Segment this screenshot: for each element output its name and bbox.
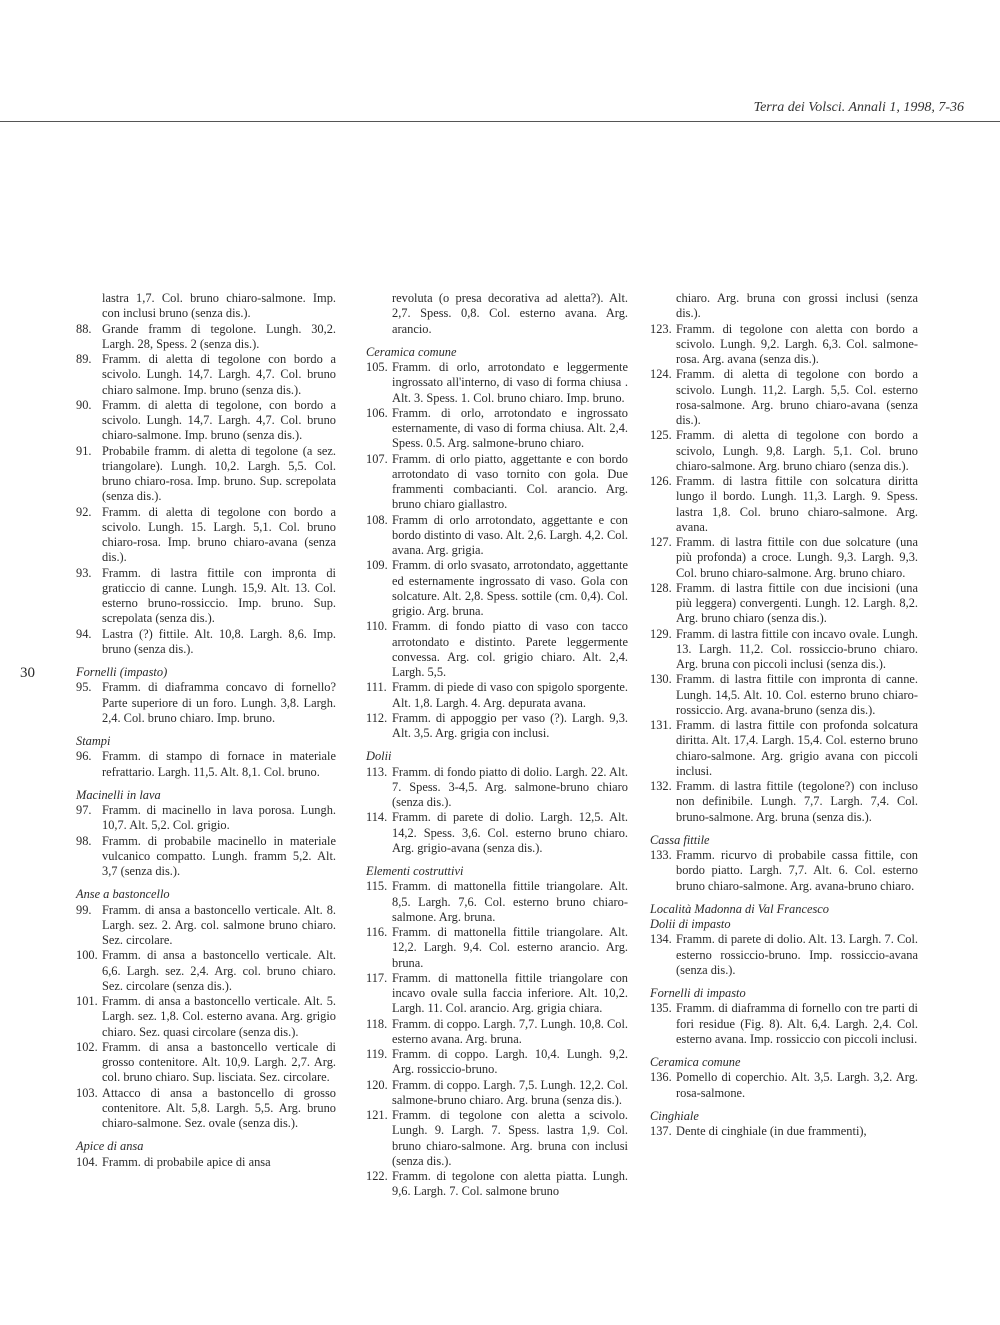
catalogue-entry <box>650 322 918 368</box>
entry-number: 112. <box>366 710 388 725</box>
catalogue-entry <box>76 994 336 1040</box>
running-header: Terra dei Volsci. Annali 1, 1998, 7-36 <box>753 100 964 115</box>
entry-number: 93. <box>76 565 92 580</box>
entry-number: 104. <box>76 1154 98 1169</box>
entry-text: Framm. di orlo piatto, aggettante e con bordo arrotondato di vaso tornito con gola. Due frammenti combacianti. Col. arancio. Arg. bruno chiaro giallastro. <box>392 451 628 512</box>
entry-text: Framm. di orlo, arrotondato e ingrossato esternamente, di vaso di forma chiusa. Alt. 2,4. Spess. 0.5. Arg. salmone-bruno chiaro. <box>392 405 628 451</box>
entry-number: 89. <box>76 352 92 366</box>
section-heading: Ceramica comune <box>366 344 457 359</box>
catalogue-entry <box>366 765 628 811</box>
entry-number: 137. <box>650 1124 672 1138</box>
section-heading: Anse a bastoncello <box>76 887 170 902</box>
section-heading: Località Madonna di Val Francesco <box>650 901 829 916</box>
entry-number: 95. <box>76 680 92 695</box>
entry-number: 114. <box>366 810 388 825</box>
continued-entry-text: revoluta (o presa decorativa ad aletta?). Alt. 2,7. Spess. 0,8. Col. esterno avana. Arg. arancio. <box>392 291 628 336</box>
entry-number: 90. <box>76 397 92 412</box>
catalogue-entry <box>650 428 918 474</box>
catalogue-entry <box>366 1078 628 1109</box>
catalogue-entry <box>366 558 628 619</box>
catalogue-entry <box>76 322 336 353</box>
catalogue-entry <box>366 452 628 513</box>
entry-number: 117. <box>366 970 388 985</box>
catalogue-entry <box>650 1124 918 1139</box>
catalogue-entry <box>366 1108 628 1169</box>
catalogue-entry <box>366 406 628 452</box>
section-heading: Macinelli in lava <box>76 787 161 802</box>
catalogue-entry <box>650 367 918 428</box>
section-heading: Elementi costruttivi <box>366 864 464 878</box>
catalogue-entry <box>650 1070 918 1101</box>
catalogue-entry <box>366 711 628 742</box>
catalogue-entry <box>650 779 918 825</box>
entry-number: 118. <box>366 1016 388 1031</box>
entry-number: 125. <box>650 428 672 443</box>
entry-text: Framm. di aletta di tegolone con bordo a scivolo. Lungh. 11,2. Largh. 5,5. Col. esterno rosa-salmone. Arg. bruno chiaro-avana (senza dis.). <box>676 367 918 427</box>
entry-number: 127. <box>650 535 672 549</box>
header-rule <box>0 121 1000 122</box>
section-heading: Dolii di impasto <box>650 917 731 931</box>
entry-text: Framm. di coppo. Largh. 10,4. Lungh. 9,2. Arg. rossiccio-bruno. <box>392 1047 628 1077</box>
entry-text: Lastra (?) fittile. Alt. 10,8. Largh. 8,6. Imp. bruno (senza dis.). <box>102 626 336 656</box>
catalogue-entry <box>366 513 628 559</box>
catalogue-entry <box>76 352 336 398</box>
catalogue-entry <box>366 680 628 711</box>
section-heading: Dolii <box>366 749 392 764</box>
entry-text: Framm. di mattonella fittile triangolare. Alt. 12,2. Largh. 9,4. Col. esterno arancio. Arg. bruna. <box>392 925 628 970</box>
entry-text: Framm. di tegolone con aletta a scivolo. Lungh. 9. Largh. 7. Spess. lastra 1,9. Col. bruno chiaro-salmone. Arg. bruna con inclusi (senza dis.). <box>392 1108 628 1168</box>
entry-text: Framm. di ansa a bastoncello verticale. Alt. 8. Largh. sez. 2. Arg. col. salmone bruno chiaro. Sez. circolare. <box>102 902 336 947</box>
catalogue-entry <box>76 1086 336 1132</box>
text-column-2 <box>366 291 628 1200</box>
entry-text: Framm. di fondo piatto di dolio. Largh. 22. Alt. 7. Spess. 3-4,5. Arg. salmone-bruno chiaro (senza dis.). <box>392 764 628 809</box>
entry-number: 119. <box>366 1047 388 1061</box>
catalogue-entry <box>650 1001 918 1047</box>
entry-number: 136. <box>650 1070 672 1085</box>
section-heading: Stampi <box>76 734 111 748</box>
entry-text: Framm. di fondo piatto di vaso con tacco arrotondato e distinto. Parete leggermente convessa. Arg. col. grigio chiaro. Alt. 2,4. Largh. 5,5. <box>392 619 628 679</box>
entry-number: 111. <box>366 680 387 695</box>
catalogue-entry <box>650 672 918 718</box>
entry-text: Framm. di appoggio per vaso (?). Largh. 9,3. Alt. 3,5. Arg. grigia con inclusi. <box>392 710 628 740</box>
catalogue-entry <box>76 505 336 566</box>
entry-number: 101. <box>76 994 98 1008</box>
entry-number: 109. <box>366 558 388 573</box>
entry-text: Framm. di piede di vaso con spigolo sporgente. Alt. 1,8. Largh. 4. Arg. depurata avana. <box>392 680 628 710</box>
catalogue-entry <box>366 619 628 680</box>
entry-text: Framm. di parete di dolio. Largh. 12,5. Alt. 14,2. Spess. 3,6. Col. esterno bruno chiaro. Arg. grigio-avana (senza dis.). <box>392 810 628 855</box>
catalogue-entry <box>650 932 918 978</box>
entry-number: 123. <box>650 321 672 336</box>
entry-text: Framm di orlo arrotondato, aggettante e con bordo distinto di vaso. Alt. 2,6. Largh. 4,2. Col. avana. Arg. grigia. <box>392 512 628 557</box>
entry-text: Framm. di stampo di fornace in materiale refrattario. Largh. 11,5. Alt. 8,1. Col. bruno. <box>102 749 336 779</box>
entry-text: Framm. di parete di dolio. Alt. 13. Largh. 7. Col. esterno rossiccio-bruno. Imp. rossiccio-avana (senza dis.). <box>676 932 918 977</box>
entry-text: Framm. di lastra fittile con profonda solcatura diritta. Alt. 17,4. Largh. 15,4. Col. esterno bruno chiaro-salmone. Arg. grigio avana con piccoli inclusi. <box>676 718 918 778</box>
entry-text: Framm. di lastra fittile con impronta di graticcio di canne. Lungh. 15,9. Alt. 13. Col. esterno bruno-rossiccio. Imp. bruno. Sup. screpolata (senza dis.). <box>102 565 336 626</box>
entry-number: 107. <box>366 451 388 466</box>
entry-number: 121. <box>366 1108 388 1122</box>
entry-number: 134. <box>650 932 672 947</box>
text-column-3 <box>650 291 918 1139</box>
catalogue-entry <box>76 749 336 780</box>
page-number: 30 <box>20 665 35 681</box>
entry-text: Framm. di mattonella fittile triangolare con incavo ovale sulla faccia inferiore. Alt. 10,2. Largh. 11. Col. arancio. Arg. grigia chiara. <box>392 970 628 1016</box>
entry-number: 102. <box>76 1039 98 1054</box>
catalogue-entry <box>366 1047 628 1078</box>
catalogue-entry <box>76 948 336 994</box>
entry-number: 116. <box>366 925 388 939</box>
entry-number: 108. <box>366 512 388 527</box>
section-heading: Fornelli (impasto) <box>76 665 168 679</box>
catalogue-entry <box>76 1040 336 1086</box>
entry-number: 135. <box>650 1001 672 1016</box>
catalogue-entry <box>366 1017 628 1048</box>
catalogue-entry <box>76 566 336 627</box>
entry-number: 97. <box>76 803 92 817</box>
entry-text: Framm. ricurvo di probabile cassa fittile, con bordo piatto. Largh. 7,7. Alt. 6. Col. esterno bruno chiaro-salmone. Arg. avana-bruno chiaro. <box>676 848 918 893</box>
entry-text: Framm. di tegolone con aletta piatta. Lungh. 9,6. Largh. 7. Col. salmone bruno <box>392 1169 628 1199</box>
entry-number: 88. <box>76 321 92 336</box>
entry-number: 96. <box>76 749 92 764</box>
entry-number: 122. <box>366 1169 388 1183</box>
entry-text: Probabile framm. di aletta di tegolone (a sez. triangolare). Lungh. 10,2. Largh. 5,5. Col. bruno chiaro-rosa. Imp. bruno. Sup. screpolata (senza dis.). <box>102 443 336 504</box>
entry-number: 128. <box>650 580 672 595</box>
entry-number: 91. <box>76 443 92 458</box>
catalogue-entry <box>366 925 628 971</box>
catalogue-entry <box>76 903 336 949</box>
catalogue-entry <box>76 834 336 880</box>
entry-text: Attacco di ansa a bastoncello di grosso contenitore. Alt. 5,8. Largh. 5,5. Arg. bruno chiaro-salmone. Sez. ovale (senza dis.). <box>102 1085 336 1130</box>
entry-number: 126. <box>650 474 672 488</box>
entry-text: Framm. di lastra fittile con impronta di canne. Lungh. 14,5. Alt. 10. Col. esterno bruno chiaro-rossiccio. Arg. avana-bruno (senza dis.). <box>676 672 918 717</box>
entry-text: Framm. di aletta di tegolone con bordo a scivolo. Lungh. 15. Largh. 5,1. Col. bruno chiaro-rosa. Imp. bruno chiaro-avana (senza dis.). <box>102 504 336 565</box>
section-heading: Ceramica comune <box>650 1055 741 1069</box>
entry-number: 110. <box>366 619 388 634</box>
catalogue-entry <box>366 879 628 925</box>
entry-text: Pomello di coperchio. Alt. 3,5. Largh. 3,2. Arg. rosa-salmone. <box>676 1070 918 1100</box>
text-column-1 <box>76 291 336 1170</box>
catalogue-entry <box>366 360 628 406</box>
entry-number: 124. <box>650 367 672 382</box>
entry-text: Dente di cinghiale (in due frammenti), <box>676 1124 867 1138</box>
entry-text: Framm. di orlo, arrotondato e leggermente ingrossato all'interno, di vaso di forma chiusa . Alt. 3. Spess. 1. Col. bruno chiaro. Imp. bruno. <box>392 360 628 405</box>
catalogue-entry <box>76 803 336 834</box>
catalogue-entry <box>366 1169 628 1200</box>
entry-text: Framm. di tegolone con aletta con bordo a scivolo. Lungh. 9,2. Largh. 6,3. Col. salmone-rosa. Arg. avana (senza dis.). <box>676 321 918 366</box>
entry-text: Framm. di aletta di tegolone, con bordo a scivolo. Lungh. 14,7. Largh. 4,7. Col. bruno chiaro-salmone. Imp. bruno (senza dis.). <box>102 397 336 443</box>
catalogue-entry <box>650 848 918 894</box>
entry-text: Framm. di orlo svasato, arrotondato, aggettante ed esternamente ingrossato di vaso. Gola con solcature. Alt. 2,8. Spess. sottile (cm. 0,4). Col. grigio. Arg. bruna. <box>392 558 628 618</box>
entry-text: Framm. di probabile apice di ansa <box>102 1154 271 1169</box>
entry-number: 113. <box>366 764 388 779</box>
entry-number: 105. <box>366 360 388 374</box>
entry-number: 120. <box>366 1077 388 1092</box>
catalogue-entry <box>76 627 336 658</box>
entry-text: Framm. di macinello in lava porosa. Lungh. 10,7. Alt. 5,2. Col. grigio. <box>102 803 336 833</box>
section-heading: Cassa fittile <box>650 832 710 847</box>
entry-text: Framm. di coppo. Largh. 7,7. Lungh. 10,8. Col. esterno avana. Arg. bruna. <box>392 1016 628 1046</box>
entry-text: Framm. di mattonella fittile triangolare. Alt. 8,5. Largh. 7,6. Col. esterno bruno chiaro-salmone. Arg. bruna. <box>392 879 628 924</box>
catalogue-entry <box>366 810 628 856</box>
entry-number: 129. <box>650 626 672 641</box>
entry-text: Framm. di ansa a bastoncello verticale. Alt. 5. Largh. sez. 1,8. Col. esterno avana. Arg. grigio chiaro. Sez. quasi circolare (senza dis.). <box>102 994 336 1039</box>
entry-text: Framm. di lastra fittile con due incisioni (una più leggera) convergenti. Lungh. 12. Largh. 8,2. Arg. bruno chiaro (senza dis.). <box>676 580 918 626</box>
section-heading: Cinghiale <box>650 1108 699 1123</box>
entry-text: Framm. di diaframma di fornello con tre parti di fori residue (Fig. 8). Alt. 6,4. Largh. 2,4. Col. esterno avana. Imp. rossiccio con piccoli inclusi. <box>676 1001 918 1046</box>
catalogue-entry <box>366 971 628 1017</box>
catalogue-entry <box>76 680 336 726</box>
entry-number: 94. <box>76 626 92 641</box>
catalogue-entry <box>650 627 918 673</box>
entry-number: 100. <box>76 948 98 963</box>
continued-entry-text: chiaro. Arg. bruna con grossi inclusi (senza dis.). <box>676 291 918 321</box>
entry-text: Framm. di aletta di tegolone con bordo a scivolo. Lungh. 14,7. Largh. 4,7. Col. bruno chiaro salmone. Imp. bruno (senza dis.). <box>102 352 336 397</box>
entry-text: Framm. di ansa a bastoncello verticale di grosso contenitore. Alt. 10,9. Largh. 2,7. Arg. col. bruno chiaro. Sup. lisciata. Sez. circolare. <box>102 1039 336 1085</box>
continued-entry-text: lastra 1,7. Col. bruno chiaro-salmone. Imp. con inclusi bruno (senza dis.). <box>102 291 336 321</box>
entry-number: 132. <box>650 779 672 793</box>
catalogue-entry <box>650 581 918 627</box>
entry-text: Framm. di lastra fittile (tegolone?) con incluso non definibile. Lungh. 7,7. Largh. 7,4. Col. bruno-salmone. Arg. bruna (senza dis.). <box>676 779 918 824</box>
entry-text: Framm. di probabile macinello in materiale vulcanico compatto. Lungh. framm 5,2. Alt. 3,7 (senza dis.). <box>102 833 336 878</box>
entry-number: 98. <box>76 833 92 848</box>
entry-text: Framm. di lastra fittile con due solcature (una più profonda) a croce. Lungh. 9,3. Largh. 9,3. Col. bruno chiaro-salmone. Arg. bruno chiaro. <box>676 535 918 580</box>
catalogue-entry <box>650 535 918 581</box>
entry-text: Framm. di diaframma concavo di fornello? Parte superiore di un foro. Lungh. 3,8. Largh. 2,4. Col. bruno chiaro. Imp. bruno. <box>102 680 336 725</box>
catalogue-entry <box>650 474 918 535</box>
entry-number: 99. <box>76 902 92 917</box>
entry-text: Framm. di lastra fittile con solcatura diritta lungo il bordo. Lungh. 11,3. Largh. 9. Spess. lastra 1,8. Col. bruno chiaro-salmone. Arg. avana. <box>676 474 918 534</box>
catalogue-entry <box>650 718 918 779</box>
entry-text: Framm. di aletta di tegolone con bordo a scivolo, Lungh. 9,8. Largh. 5,1. Col. bruno chiaro-salmone. Arg. bruno chiaro (senza dis.). <box>676 428 918 473</box>
entry-number: 115. <box>366 879 388 894</box>
section-heading: Apice di ansa <box>76 1139 144 1154</box>
catalogue-entry <box>76 398 336 444</box>
entry-number: 130. <box>650 672 672 687</box>
entry-number: 103. <box>76 1085 98 1100</box>
section-heading: Fornelli di impasto <box>650 986 746 1000</box>
entry-number: 106. <box>366 405 388 420</box>
entry-text: Grande framm di tegolone. Lungh. 30,2. Largh. 28, Spess. 2 (senza dis.). <box>102 321 336 351</box>
entry-text: Framm. di ansa a bastoncello verticale. Alt. 6,6. Largh. sez. 2,4. Arg. col. bruno chiaro. Sez. circolare (senza dis.). <box>102 948 336 993</box>
entry-text: Framm. di lastra fittile con incavo ovale. Lungh. 13. Largh. 11,2. Col. rossiccio-bruno chiaro. Arg. bruna con piccoli inclusi (senza dis.). <box>676 626 918 671</box>
catalogue-entry <box>76 444 336 505</box>
entry-number: 92. <box>76 504 92 519</box>
entry-number: 133. <box>650 848 672 862</box>
catalogue-entry <box>76 1155 336 1170</box>
entry-text: Framm. di coppo. Largh. 7,5. Lungh. 12,2. Col. salmone-bruno chiaro. Arg. bruna (senza dis.). <box>392 1077 628 1107</box>
entry-number: 131. <box>650 718 672 732</box>
